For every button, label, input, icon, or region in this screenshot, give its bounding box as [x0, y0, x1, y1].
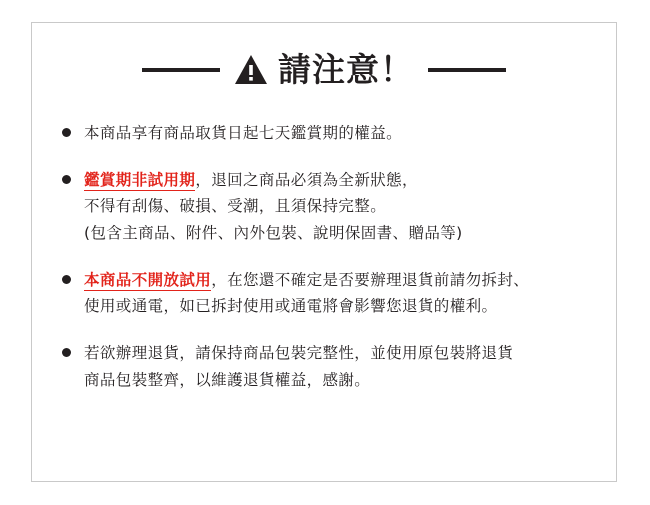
- notice-text: ，在您還不確定是否要辦理退貨前請勿拆封、: [211, 270, 530, 289]
- notice-text: (包含主商品、附件、內外包裝、說明保固書、贈品等): [84, 223, 463, 242]
- notice-line: [84, 220, 570, 247]
- return-policy-notice-card: [31, 22, 617, 482]
- warning-triangle-icon: [234, 54, 268, 85]
- notice-text: 若欲辦理退貨，請保持商品包裝完整性，並使用原包裝將退貨: [84, 343, 514, 362]
- notice-text: 使用或通電，如已拆封使用或通電將會影響您退貨的權利。: [84, 297, 498, 316]
- notice-item-list: [32, 120, 616, 393]
- list-item: [84, 167, 570, 247]
- notice-line: [84, 340, 570, 367]
- notice-line: [84, 367, 570, 394]
- notice-text: 本商品享有商品取貨日起七天鑑賞期的權益。: [84, 124, 403, 142]
- bullet-icon: [62, 128, 71, 137]
- notice-line: [84, 120, 570, 147]
- notice-text: 不得有刮傷、破損、受潮，且須保持完整。: [84, 197, 387, 216]
- bullet-icon: [62, 275, 71, 284]
- notice-text: ，退回之商品必須為全新狀態，: [195, 170, 418, 189]
- notice-emphasis: 本商品不開放試用: [84, 270, 212, 289]
- list-item: [84, 120, 570, 147]
- notice-line: [84, 293, 570, 320]
- bullet-icon: [62, 348, 71, 357]
- header-rule-right: [428, 68, 506, 72]
- notice-text: 商品包裝整齊，以維護退貨權益，感謝。: [84, 370, 371, 389]
- list-item: [84, 340, 570, 393]
- notice-header: [32, 50, 616, 89]
- list-item: [84, 267, 570, 320]
- page-title: 請注意！: [278, 50, 414, 89]
- notice-emphasis: 鑑賞期非試用期: [84, 170, 196, 189]
- notice-line: [84, 193, 570, 220]
- notice-line: [84, 167, 570, 194]
- bullet-icon: [62, 175, 71, 184]
- header-rule-left: [142, 68, 220, 72]
- notice-line: [84, 267, 570, 294]
